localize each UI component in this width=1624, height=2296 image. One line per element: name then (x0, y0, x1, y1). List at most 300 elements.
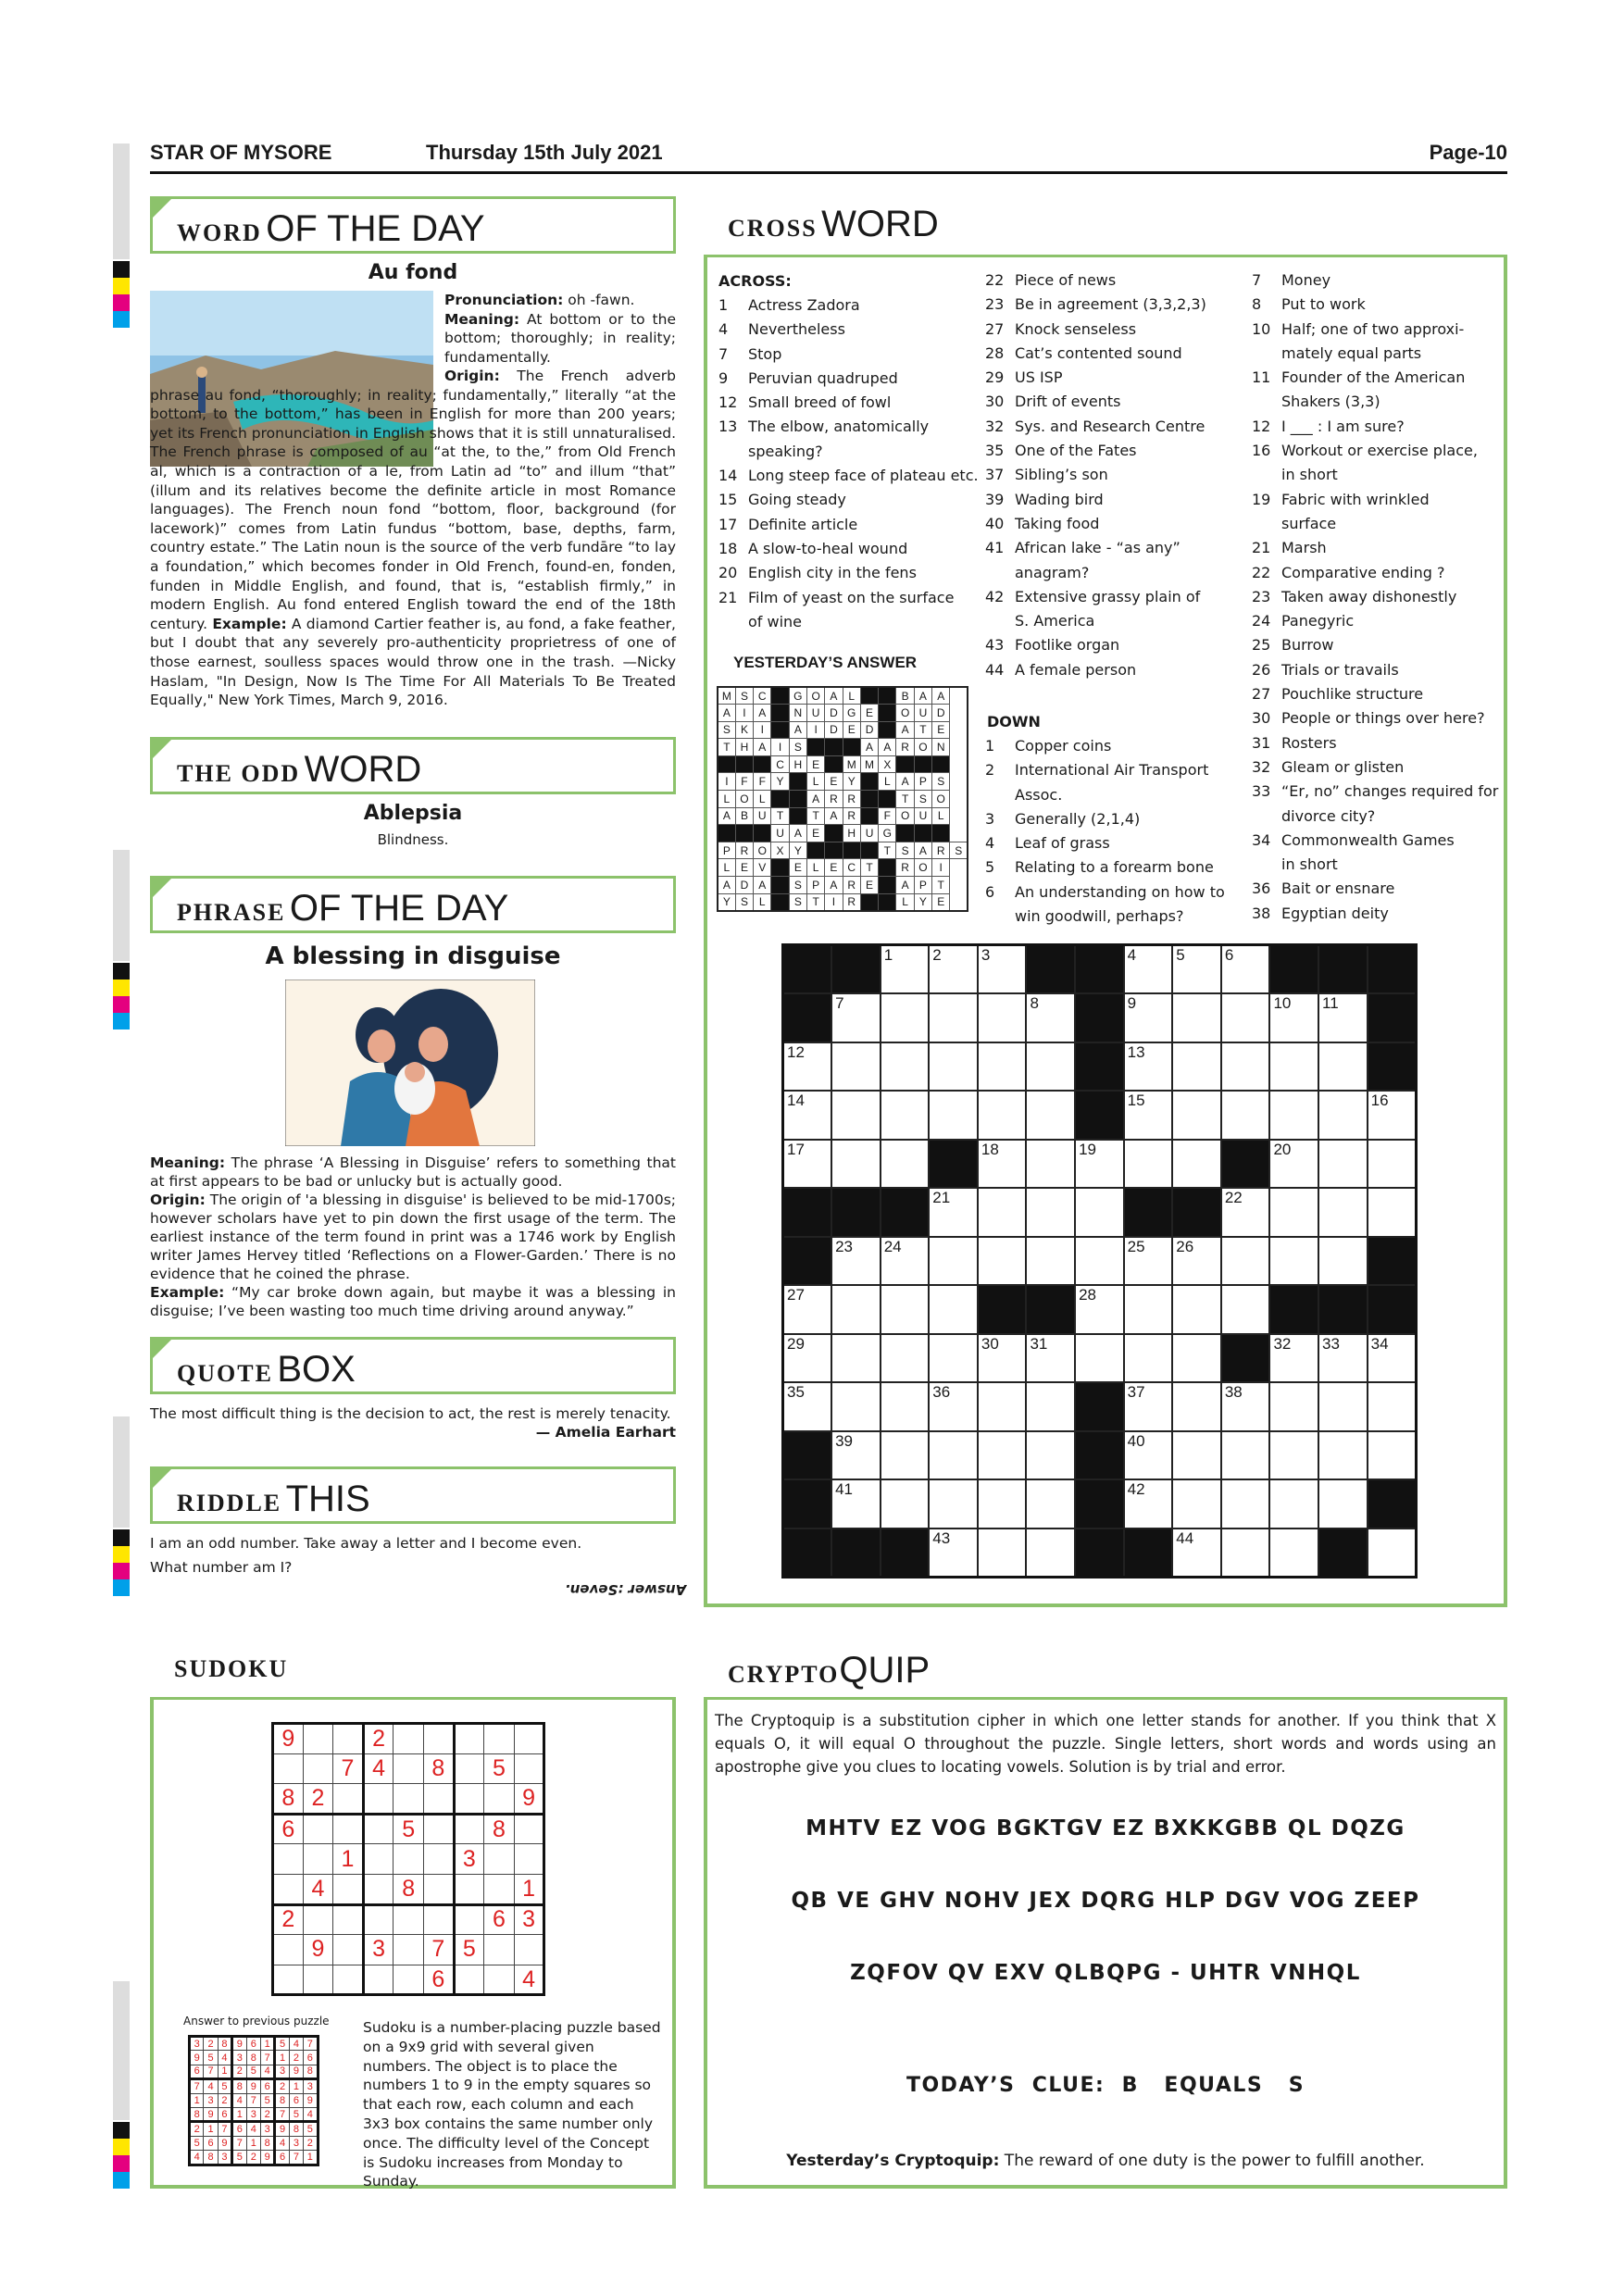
sudoku-cell[interactable] (394, 1753, 424, 1784)
crossword-cell[interactable] (831, 1285, 881, 1334)
crossword-cell[interactable] (1172, 1431, 1221, 1480)
crossword-cell[interactable]: 8 (1026, 993, 1075, 1042)
sudoku-cell[interactable] (363, 1904, 394, 1935)
clue-number: 37 (985, 466, 1005, 484)
crossword-cell[interactable] (831, 1140, 881, 1189)
crossword-cell[interactable] (978, 1091, 1027, 1140)
crossword-cell[interactable] (881, 1140, 930, 1189)
sudoku-cell[interactable] (333, 1724, 364, 1754)
crossword-cell (831, 1188, 881, 1237)
sudoku-cell: 4 (260, 2065, 274, 2078)
clue (1252, 731, 1498, 755)
crossword-cell[interactable] (1221, 1285, 1270, 1334)
sudoku-cell[interactable] (514, 1753, 544, 1784)
sudoku-cell[interactable] (454, 1784, 484, 1815)
across-clues-col1 (718, 293, 979, 634)
sudoku-cell[interactable] (454, 1814, 484, 1844)
crossword-cell[interactable]: 19 (1075, 1140, 1124, 1189)
crossword-cell (1124, 1529, 1173, 1578)
crossword-cell[interactable]: 14 (783, 1091, 832, 1140)
yesterday-cell (879, 877, 896, 894)
crossword-cell[interactable] (1026, 1529, 1075, 1578)
clue-number: 39 (985, 490, 1005, 508)
crossword-cell[interactable] (929, 1042, 978, 1092)
crossword-cell[interactable] (929, 1431, 978, 1480)
sudoku-cell: 7 (232, 2136, 246, 2150)
crossword-cell[interactable]: 3 (978, 945, 1027, 994)
crossword-cell[interactable]: 24 (881, 1237, 930, 1286)
sudoku-cell[interactable] (394, 1904, 424, 1935)
crossword-cell[interactable] (1172, 1479, 1221, 1529)
clue-text: Panegyric (1281, 612, 1355, 630)
crossword-cell[interactable] (929, 993, 978, 1042)
yesterday-cell (860, 687, 878, 705)
clue (985, 905, 1225, 929)
crossword-cell[interactable] (1269, 1091, 1318, 1140)
crossword-cell (1075, 1382, 1124, 1431)
sudoku-cell[interactable] (454, 1724, 484, 1754)
crossword-cell[interactable] (1172, 1382, 1221, 1431)
sudoku-cell[interactable] (423, 1904, 454, 1935)
sudoku-cell[interactable] (514, 1814, 544, 1844)
masthead (150, 141, 1507, 170)
crossword-cell[interactable] (1269, 1042, 1318, 1092)
crossword-cell[interactable]: 27 (783, 1285, 832, 1334)
yesterday-cell: L (806, 773, 824, 791)
crossword-cell[interactable]: 20 (1269, 1140, 1318, 1189)
sudoku-cell[interactable] (273, 1753, 304, 1784)
crossword-grid[interactable] (781, 943, 1418, 1578)
clue-text: Relating to a forearm bone (1015, 858, 1214, 877)
quote-header (150, 1337, 676, 1394)
crossword-cell[interactable] (1075, 1188, 1124, 1237)
sudoku-cell[interactable] (454, 1753, 484, 1784)
sudoku-cell[interactable] (394, 1965, 424, 1995)
crossword-cell[interactable]: 28 (1075, 1285, 1124, 1334)
crossword-cell[interactable]: 16 (1368, 1091, 1417, 1140)
crossword-cell[interactable] (1368, 1140, 1417, 1189)
clue-number: 30 (985, 393, 1005, 411)
crossword-cell[interactable]: 6 (1221, 945, 1270, 994)
crossword-cell[interactable] (1368, 1431, 1417, 1480)
crossword-cell (1368, 993, 1417, 1042)
clue-text: Long steep face of plateau etc. (748, 467, 979, 485)
clue (1252, 318, 1498, 342)
sudoku-header (150, 1641, 676, 1700)
crossword-cell[interactable] (1026, 1382, 1075, 1431)
sudoku-cell: 6 (246, 2037, 260, 2051)
yesterday-cell: T (860, 859, 878, 877)
sudoku-cell[interactable] (303, 1753, 333, 1784)
crossword-cell[interactable] (1368, 1188, 1417, 1237)
crossword-cell[interactable]: 35 (783, 1382, 832, 1431)
sudoku-cell: 2 (289, 2051, 303, 2065)
yesterday-cell (735, 755, 753, 773)
crossword-cell[interactable] (881, 1091, 930, 1140)
crossword-cell[interactable] (978, 1529, 1027, 1578)
crossword-cell[interactable]: 36 (929, 1382, 978, 1431)
crossword-cell[interactable]: 33 (1318, 1334, 1368, 1383)
yesterday-cell: P (806, 877, 824, 894)
crossword-cell[interactable] (1026, 1431, 1075, 1480)
yesterday-cell (735, 825, 753, 842)
clue-text: A slow-to-heal wound (748, 539, 908, 557)
crossword-cell[interactable] (929, 1285, 978, 1334)
crossword-cell[interactable] (978, 1042, 1027, 1092)
sudoku-cell: 2 (303, 1784, 333, 1815)
yesterday-cell: P (914, 773, 931, 791)
crossword-cell[interactable] (881, 1479, 930, 1529)
crossword-cell[interactable]: 31 (1026, 1334, 1075, 1383)
sudoku-cell[interactable] (333, 1935, 364, 1965)
crossword-cell[interactable]: 38 (1221, 1382, 1270, 1431)
phrase-header (150, 876, 676, 933)
crossword-cell[interactable] (1221, 1237, 1270, 1286)
sudoku-cell[interactable] (303, 1814, 333, 1844)
sudoku-cell[interactable] (514, 1724, 544, 1754)
yesterday-cell: D (932, 705, 950, 722)
sudoku-cell: 5 (218, 2079, 231, 2093)
sudoku-cell[interactable] (303, 1904, 333, 1935)
crossword-cell[interactable] (1172, 1042, 1221, 1092)
sudoku-cell[interactable] (394, 1784, 424, 1815)
yesterday-cell: N (932, 739, 950, 756)
clue (985, 342, 1206, 366)
sudoku-cell[interactable] (303, 1844, 333, 1875)
crossword-cell[interactable]: 39 (831, 1431, 881, 1480)
sudoku-cell: 6 (232, 2122, 246, 2136)
registration-mark (113, 1546, 130, 1563)
sudoku-cell: 5 (246, 2065, 260, 2078)
crossword-cell[interactable]: 32 (1269, 1334, 1318, 1383)
crossword-cell[interactable]: 23 (831, 1237, 881, 1286)
crossword-cell[interactable] (881, 1285, 930, 1334)
crossword-cell[interactable]: 44 (1172, 1529, 1221, 1578)
crossword-cell[interactable] (1075, 1237, 1124, 1286)
crossword-cell[interactable]: 2 (929, 945, 978, 994)
crossword-cell[interactable]: 11 (1318, 993, 1368, 1042)
sudoku-cell[interactable] (484, 1965, 515, 1995)
crossword-cell[interactable] (1318, 1140, 1368, 1189)
crossword-cell[interactable] (929, 1091, 978, 1140)
sudoku-cell[interactable] (363, 1874, 394, 1904)
crossword-cell[interactable] (1172, 1140, 1221, 1189)
clue (985, 512, 1206, 536)
crossword-cell[interactable] (1221, 1479, 1270, 1529)
crossword-cell[interactable]: 26 (1172, 1237, 1221, 1286)
yesterday-cell: R (825, 791, 843, 808)
sudoku-cell[interactable] (273, 1965, 304, 1995)
clue (1252, 755, 1498, 780)
crossword-cell[interactable] (1318, 1479, 1368, 1529)
margin-bar (113, 1416, 130, 1528)
crossword-cell[interactable] (1269, 1431, 1318, 1480)
crossword-cell[interactable] (1318, 1042, 1368, 1092)
crossword-cell[interactable]: 22 (1221, 1188, 1270, 1237)
yesterday-cryptoquip (704, 2152, 1507, 2170)
crossword-cell[interactable] (1026, 1091, 1075, 1140)
crossword-cell[interactable] (1318, 1382, 1368, 1431)
crossword-cell[interactable] (1368, 1529, 1417, 1578)
crossword-cell[interactable] (1172, 1334, 1221, 1383)
crossword-cell[interactable] (1221, 1529, 1270, 1578)
clue-number: 25 (1252, 636, 1271, 655)
crossword-cell[interactable] (881, 993, 930, 1042)
crossword-cell[interactable]: 18 (978, 1140, 1027, 1189)
clue-text: Fabric with wrinkled (1281, 490, 1430, 508)
clue (985, 609, 1206, 633)
clue-number: 13 (718, 418, 738, 436)
header-small: QUOTE (177, 1360, 273, 1387)
sudoku-cell[interactable] (394, 1724, 424, 1754)
yesterday-cell: Y (843, 773, 860, 791)
sudoku-cell: 9 (204, 2107, 218, 2121)
yesterday-cryptoquip-text: The reward of one duty is the power to fulfill another. (999, 2152, 1425, 2170)
sudoku-cell[interactable] (514, 1844, 544, 1875)
sudoku-cell[interactable] (484, 1784, 515, 1815)
crossword-cell[interactable] (1026, 1188, 1075, 1237)
crossword-cell[interactable] (1026, 1042, 1075, 1092)
origin-text: The origin of 'a blessing in disguise' is believed to be mid-1700s; however scholars have yet to pin down the first usage of the term. The earliest instance of the term found in print was a 1746 work by English writer James Hervey titled ‘Reflections on a Flower-Garden.’ There is no evidence that he coined the phrase. (150, 1192, 676, 1282)
sudoku-grid[interactable] (271, 1722, 545, 1996)
crossword-cell[interactable]: 40 (1124, 1431, 1173, 1480)
crossword-cell[interactable]: 15 (1124, 1091, 1173, 1140)
sudoku-cell[interactable] (514, 1935, 544, 1965)
header-large: WORD (821, 204, 939, 244)
crossword-cell[interactable] (881, 1382, 930, 1431)
sudoku-cell[interactable] (333, 1784, 364, 1815)
sudoku-cell[interactable] (333, 1965, 364, 1995)
crossword-cell[interactable] (929, 1237, 978, 1286)
crossword-cell[interactable]: 7 (831, 993, 881, 1042)
sudoku-cell: 8 (218, 2037, 231, 2051)
crossword-cell[interactable]: 42 (1124, 1479, 1173, 1529)
crossword-cell[interactable] (1269, 1382, 1318, 1431)
clue-text: Put to work (1281, 295, 1366, 314)
clue (1252, 609, 1498, 633)
crossword-cell[interactable] (1124, 1334, 1173, 1383)
crossword-cell (831, 1529, 881, 1578)
yesterday-cell: V (754, 859, 771, 877)
crossword-cell[interactable] (978, 1188, 1027, 1237)
sudoku-cell[interactable] (454, 1874, 484, 1904)
crossword-cell[interactable] (881, 1431, 930, 1480)
crossword-cell[interactable] (929, 1334, 978, 1383)
yesterday-cell: S (914, 791, 931, 808)
crossword-cell[interactable] (1221, 993, 1270, 1042)
sudoku-cell[interactable] (363, 1814, 394, 1844)
sudoku-cell[interactable] (484, 1844, 515, 1875)
clue (718, 488, 979, 512)
clue (985, 758, 1225, 782)
sudoku-cell: 4 (218, 2051, 231, 2065)
crossword-cell[interactable]: 9 (1124, 993, 1173, 1042)
yesterday-cell: S (932, 773, 950, 791)
yesterday-cell: O (932, 791, 950, 808)
crossword-cell[interactable]: 43 (929, 1529, 978, 1578)
crossword-cell[interactable] (1269, 1529, 1318, 1578)
sudoku-cell: 7 (246, 2093, 260, 2107)
sudoku-cell[interactable] (363, 1784, 394, 1815)
crossword-cell[interactable] (1221, 1042, 1270, 1092)
sudoku-cell: 5 (260, 2093, 274, 2107)
sudoku-cell[interactable] (394, 1844, 424, 1875)
clue-text: People or things over here? (1281, 709, 1485, 728)
sudoku-cell: 5 (484, 1753, 515, 1784)
yesterday-cell (825, 842, 843, 859)
crossword-cell[interactable] (831, 1091, 881, 1140)
quote-text: The most difficult thing is the decision to act, the rest is merely tenacity. (150, 1405, 671, 1422)
crossword-cell[interactable]: 10 (1269, 993, 1318, 1042)
clue (718, 464, 979, 488)
crossword-cell[interactable] (1026, 1237, 1075, 1286)
crossword-cell (1075, 945, 1124, 994)
crossword-cell[interactable]: 4 (1124, 945, 1173, 994)
crossword-cell[interactable] (978, 993, 1027, 1042)
crossword-cell[interactable] (1026, 1479, 1075, 1529)
crossword-cell[interactable] (1221, 1091, 1270, 1140)
sudoku-cell[interactable] (273, 1935, 304, 1965)
sudoku-cell[interactable] (303, 1724, 333, 1754)
clue-text: Extensive grassy plain of (1015, 587, 1201, 605)
crossword-cell[interactable] (831, 1382, 881, 1431)
clue (718, 343, 979, 367)
crossword-cell[interactable] (1318, 1237, 1368, 1286)
clue-text: Gleam or glisten (1281, 757, 1405, 776)
crossword-cell[interactable] (1172, 993, 1221, 1042)
sudoku-cell: 3 (514, 1904, 544, 1935)
crossword-cell[interactable] (881, 1334, 930, 1383)
yesterday-cell: B (735, 807, 753, 825)
sudoku-cell: 6 (289, 2093, 303, 2107)
crossword-cell[interactable] (1221, 1431, 1270, 1480)
crossword-cell[interactable]: 17 (783, 1140, 832, 1189)
yesterday-cell: U (771, 825, 789, 842)
crossword-cell[interactable]: 5 (1172, 945, 1221, 994)
sudoku-cell[interactable] (273, 1874, 304, 1904)
crossword-cell[interactable]: 25 (1124, 1237, 1173, 1286)
clue-number: 2 (985, 761, 995, 780)
sudoku-cell: 9 (260, 2151, 274, 2165)
sudoku-cell[interactable] (484, 1724, 515, 1754)
crossword-cell[interactable] (1124, 1285, 1173, 1334)
sudoku-cell: 9 (514, 1784, 544, 1815)
sudoku-cell: 7 (423, 1935, 454, 1965)
riddle-header (150, 1466, 676, 1524)
crossword-cell[interactable] (978, 1382, 1027, 1431)
clue (1252, 706, 1498, 730)
sudoku-cell[interactable] (394, 1935, 424, 1965)
crossword-cell[interactable] (1026, 1140, 1075, 1189)
clue-number: 16 (1252, 442, 1271, 460)
crossword-cell[interactable] (1172, 1091, 1221, 1140)
clue-number: 23 (1252, 587, 1271, 605)
sudoku-cell: 1 (304, 2151, 318, 2165)
crossword-cell[interactable] (1124, 1140, 1173, 1189)
sudoku-cell: 8 (232, 2079, 246, 2093)
word-term: Au fond (368, 261, 458, 284)
yesterday-cell: A (718, 705, 735, 722)
crossword-cell[interactable] (881, 1042, 930, 1092)
crossword-cell[interactable]: 34 (1368, 1334, 1417, 1383)
crossword-cell[interactable] (831, 1334, 881, 1383)
crossword-cell[interactable] (1075, 1334, 1124, 1383)
sudoku-cell[interactable] (333, 1814, 364, 1844)
clue (1252, 902, 1498, 926)
sudoku-cell[interactable] (423, 1874, 454, 1904)
sudoku-cell[interactable] (484, 1874, 515, 1904)
crossword-cell[interactable]: 29 (783, 1334, 832, 1383)
crossword-cell[interactable] (1318, 1091, 1368, 1140)
crossword-cell[interactable] (929, 1479, 978, 1529)
crossword-cell[interactable] (1269, 1237, 1318, 1286)
crossword-cell (1221, 1334, 1270, 1383)
clue-text: A female person (1015, 660, 1137, 679)
sudoku-cell[interactable] (423, 1844, 454, 1875)
yesterday-cell (754, 825, 771, 842)
sudoku-cell: 3 (260, 2122, 274, 2136)
crossword-cell[interactable] (1368, 1382, 1417, 1431)
sudoku-cell[interactable] (423, 1814, 454, 1844)
crossword-cell[interactable]: 1 (881, 945, 930, 994)
crossword-cell[interactable] (1318, 1188, 1368, 1237)
sudoku-cell[interactable] (454, 1965, 484, 1995)
crossword-cell[interactable] (831, 1042, 881, 1092)
crossword-cell[interactable]: 13 (1124, 1042, 1173, 1092)
crossword-cell[interactable]: 41 (831, 1479, 881, 1529)
across-label: ACROSS: (718, 272, 792, 290)
yesterday-cell (771, 687, 789, 705)
yesterday-cell: Y (771, 773, 789, 791)
crossword-cell[interactable] (978, 1431, 1027, 1480)
sudoku-cell[interactable] (333, 1874, 364, 1904)
sudoku-cell[interactable] (363, 1965, 394, 1995)
sudoku-cell[interactable] (303, 1965, 333, 1995)
clue-text: in short (1281, 466, 1338, 484)
yesterday-cell: I (825, 893, 843, 911)
crossword-cell[interactable] (978, 1479, 1027, 1529)
crossword-cell[interactable]: 37 (1124, 1382, 1173, 1431)
header-small: SUDOKU (174, 1655, 289, 1682)
sudoku-cell[interactable] (454, 1904, 484, 1935)
crossword-cell[interactable]: 21 (929, 1188, 978, 1237)
sudoku-cell[interactable] (423, 1784, 454, 1815)
yesterday-cell: S (789, 877, 806, 894)
crossword-cell[interactable]: 30 (978, 1334, 1027, 1383)
crossword-cell[interactable] (1318, 1431, 1368, 1480)
yesterday-cell: E (843, 721, 860, 739)
clue-text: Workout or exercise place, (1281, 442, 1478, 460)
sudoku-cell: 4 (363, 1753, 394, 1784)
sudoku-cell: 1 (232, 2107, 246, 2121)
sudoku-cell[interactable] (423, 1724, 454, 1754)
crossword-cell[interactable] (1269, 1188, 1318, 1237)
sudoku-cell[interactable] (273, 1844, 304, 1875)
crossword-cell[interactable] (1269, 1479, 1318, 1529)
clue-text: divorce city? (1281, 806, 1376, 825)
yesterday-cell: A (896, 773, 914, 791)
crossword-cell[interactable] (1172, 1285, 1221, 1334)
crossword-cell (1269, 945, 1318, 994)
crossword-cell[interactable]: 12 (783, 1042, 832, 1092)
sudoku-cell[interactable] (333, 1904, 364, 1935)
crossword-cell (783, 1188, 832, 1237)
sudoku-cell[interactable] (484, 1935, 515, 1965)
yesterday-cell: H (735, 739, 753, 756)
sudoku-cell[interactable] (363, 1844, 394, 1875)
clue (1252, 780, 1498, 804)
crossword-cell[interactable] (978, 1237, 1027, 1286)
